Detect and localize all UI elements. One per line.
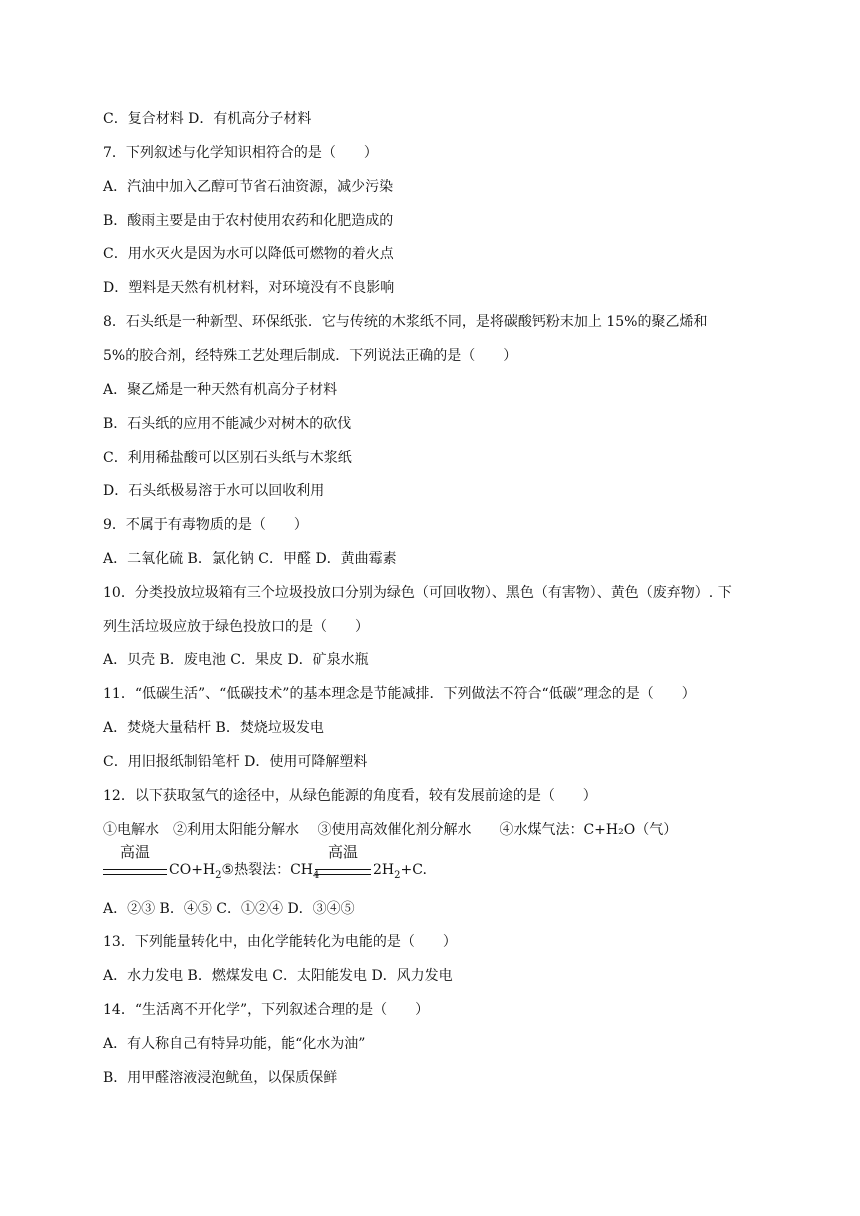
question-13: 13．下列能量转化中，由化学能转化为电能的是（ ）	[103, 934, 457, 950]
option-line: C．用旧报纸制铅笔杆 D．使用可降解塑料	[103, 754, 368, 770]
subscript: 2	[394, 869, 401, 881]
option-line: B．酸雨主要是由于农村使用农药和化肥造成的	[103, 213, 394, 229]
equals-sign-high-temp	[315, 843, 371, 875]
text-line: C．复合材料 D．有机高分子材料	[103, 111, 312, 127]
option-line: A．②③ B．④⑤ C．①②④ D．③④⑤	[103, 901, 355, 917]
subscript: 4	[313, 869, 320, 881]
question-10: 10．分类投放垃圾箱有三个垃圾投放口分别为绿色（可回收物）、黑色（有害物）、黄色（废弃物）. 下	[103, 585, 732, 601]
equation-text	[373, 860, 427, 886]
condition-label: 高温	[327, 843, 358, 861]
option-line: A．二氧化硫 B．氯化钠 C．甲醛 D．黄曲霉素	[103, 551, 397, 567]
option-line: B．石头纸的应用不能减少对树木的砍伐	[103, 416, 352, 432]
equation-part: CO+H	[169, 862, 216, 878]
option-line: C．用水灭火是因为水可以降低可燃物的着火点	[103, 246, 394, 262]
question-10-cont: 列生活垃圾应放于绿色投放口的是（ ）	[103, 619, 369, 635]
option-line: D．石头纸极易溶于水可以回收利用	[103, 483, 325, 499]
option-line: A．聚乙烯是一种天然有机高分子材料	[103, 382, 338, 398]
option-line: A．贝壳 B．废电池 C．果皮 D．矿泉水瓶	[103, 652, 369, 668]
question-8-cont: 5%的胶合剂，经特殊工艺处理后制成．下列说法正确的是（ ）	[103, 348, 518, 364]
question-7: 7．下列叙述与化学知识相符合的是（ ）	[103, 145, 378, 161]
option-line: B．用甲醛溶液浸泡鱿鱼，以保质保鲜	[103, 1070, 338, 1086]
option-line: A．汽油中加入乙醇可节省石油资源，减少污染	[103, 179, 394, 195]
question-11: 11．“低碳生活”、“低碳技术”的基本理念是节能减排．下列做法不符合“低碳”理念的是（ ）	[103, 686, 696, 702]
question-14: 14．“生活离不开化学”，下列叙述合理的是（ ）	[103, 1002, 430, 1018]
question-12: 12．以下获取氢气的途径中，从绿色能源的角度看，较有发展前途的是（ ）	[103, 788, 597, 804]
question-12-methods: ①电解水 ②利用太阳能分解水 ③使用高效催化剂分解水 ④水煤气法：C+H₂O（气）	[103, 822, 678, 838]
equation-part: 2H	[373, 862, 395, 878]
equals-sign-high-temp	[103, 843, 167, 875]
option-line: C．利用稀盐酸可以区别石头纸与木浆纸	[103, 450, 352, 466]
subscript: 2	[215, 869, 222, 881]
condition-label: 高温	[119, 843, 150, 861]
double-bar	[315, 869, 371, 875]
option-line: A．焚烧大量秸杆 B．焚烧垃圾发电	[103, 720, 324, 736]
equation-part: +C.	[400, 862, 427, 878]
option-line: A．有人称自己有特异功能，能“化水为油”	[103, 1036, 366, 1052]
option-line: D．塑料是天然有机材料，对环境没有不良影响	[103, 280, 395, 296]
equation-text	[169, 860, 319, 886]
equation-part: ⑤热裂法：CH	[221, 862, 313, 878]
double-bar	[103, 869, 167, 875]
option-line: A．水力发电 B．燃煤发电 C．太阳能发电 D．风力发电	[103, 968, 453, 984]
question-9: 9．不属于有毒物质的是（ ）	[103, 517, 308, 533]
question-8: 8．石头纸是一种新型、环保纸张．它与传统的木浆纸不同，是将碳酸钙粉末加上 15%的聚乙烯和	[103, 314, 708, 330]
